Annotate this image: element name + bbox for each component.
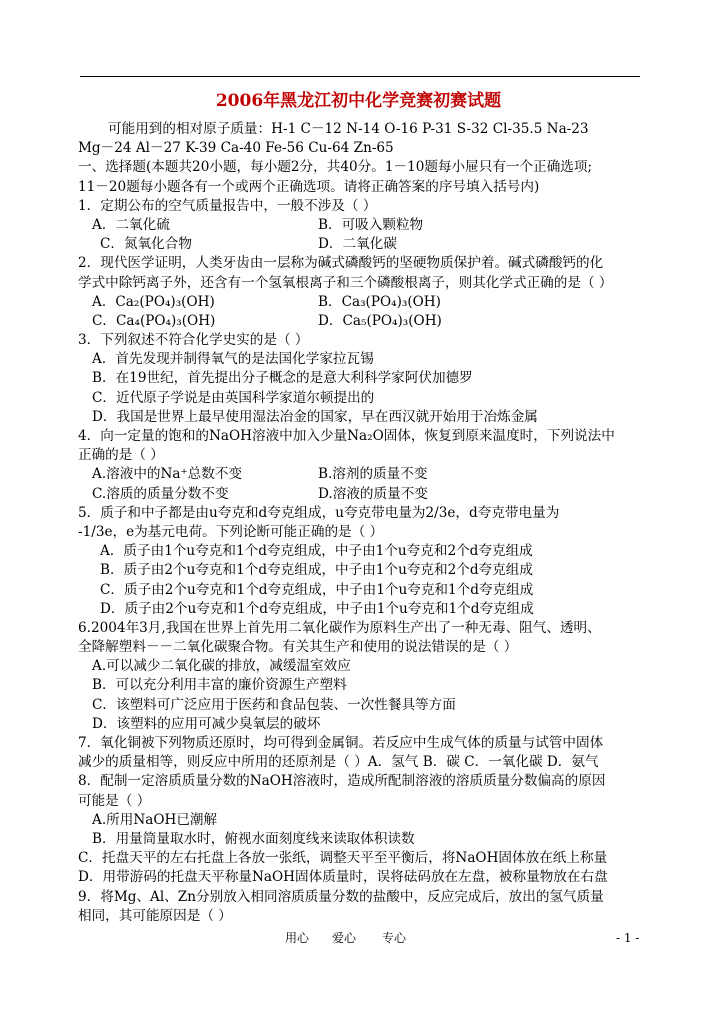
q2-stem-1: 2．现代医学证明，人类牙齿由一层称为碱式磷酸钙的坚硬物质保护着。碱式磷酸钙的化 <box>78 255 604 272</box>
q4-option-d: D.溶液的质量不变 <box>318 485 428 502</box>
q5-option-a: A．质子由1个u夸克和1个d夸克组成，中子由1个u夸克和2个d夸克组成 <box>100 543 533 560</box>
q6-option-c: C．该塑料可广泛应用于医药和食品包装、一次性餐具等方面 <box>92 696 456 713</box>
q1-options-cd <box>78 235 648 254</box>
q4-options-cd <box>78 485 648 504</box>
q9-stem-1: 9．将Mg、Al、Zn分别放入相同溶质质量分数的盐酸中，反应完成后，放出的氢气质量 <box>78 888 604 905</box>
q1-option-a: A．二氧化硫 <box>92 216 170 233</box>
q2-options-ab <box>78 293 648 312</box>
header-rule <box>80 76 640 77</box>
q7-stem-2: 减少的质量相等，则反应中所用的还原剂是（ ）A．氢气 B．碳 C．一氧化碳 D．氨气 <box>78 754 599 771</box>
q3-option-c: C．近代原子学说是由英国科学家道尔顿提出的 <box>92 389 375 406</box>
q8-stem-1: 8．配制一定溶质质量分数的NaOH溶液时，造成所配制溶液的溶质质量分数偏高的原因 <box>78 773 606 790</box>
q8-option-b: B．用量筒量取水时，俯视水面刻度线来读取体积读数 <box>92 830 415 847</box>
section-line-2: 11－20题每小题各有一个或两个正确选项。请将正确答案的序号填入括号内) <box>78 178 540 195</box>
q2-stem-2: 学式中除钙离子外，还含有一个氢氧根离子和三个磷酸根离子，则其化学式正确的是（ ） <box>78 274 613 291</box>
q4-option-b: B.溶剂的质量不变 <box>318 466 428 483</box>
q5-stem-2: -1/3e，e为基元电荷。下列论断可能正确的是（ ） <box>78 523 384 540</box>
q1-option-d: D．二氧化碳 <box>318 236 397 253</box>
q1-stem: 1．定期公布的空气质量报告中，一般不涉及（ ） <box>78 197 377 214</box>
q5-stem-1: 5．质子和中子都是由u夸克和d夸克组成，u夸克带电量为2/3e，d夸克带电量为 <box>78 504 560 521</box>
q5-option-c: C．质子由2个u夸克和1个d夸克组成，中子由1个u夸克和1个d夸克组成 <box>100 581 534 598</box>
q1-option-c: C．氮氧化合物 <box>100 236 192 253</box>
q3-option-b: B．在19世纪，首先提出分子概念的是意大利科学家阿伏加德罗 <box>92 370 473 387</box>
q6-option-b: B．可以充分利用丰富的廉价资源生产塑料 <box>92 677 347 694</box>
q6-stem-1: 6.2004年3月,我国在世界上首先用二氧化碳作为原料生产出了一种无毒、阻气、透明、 <box>78 619 601 636</box>
q2-option-a: A．Ca₂(PO₄)₃(OH) <box>92 293 215 310</box>
q6-stem-2: 全降解塑料－－二氧化碳聚合物。有关其生产和使用的说法错误的是（ ） <box>78 639 518 656</box>
page-footer <box>0 928 717 948</box>
q3-option-d: D．我国是世界上最早使用湿法冶金的国家，早在西汉就开始用于冶炼金属 <box>92 408 538 425</box>
q8-option-c: C．托盘天平的左右托盘上各放一张纸，调整天平至平衡后，将NaOH固体放在纸上称量 <box>78 850 608 867</box>
q2-option-b: B．Ca₃(PO₄)₃(OH) <box>318 293 441 310</box>
q5-option-b: B．质子由2个u夸克和1个d夸克组成，中子由1个u夸克和2个d夸克组成 <box>100 562 533 579</box>
q7-stem-1: 7．氧化铜被下列物质还原时，均可得到金属铜。若反应中生成气体的质量与试管中固体 <box>78 735 604 751</box>
q4-stem-1: 4．向一定量的饱和的NaOH溶液中加入少量Na₂O固体，恢复到原来温度时，下列说法中 <box>78 428 615 444</box>
page-title: 2006年黑龙江初中化学竞赛初赛试题 <box>215 91 502 111</box>
q2-options-cd <box>78 312 648 331</box>
q4-option-c: C.溶质的质量分数不变 <box>92 485 229 502</box>
intro-line-1: 可能用到的相对原子质量：H-1 C－12 N-14 O-16 P-31 S-32 Cl-35.5 Na-23 <box>108 121 589 137</box>
q8-option-a: A.所用NaOH已潮解 <box>92 811 218 828</box>
q1-options-ab <box>78 216 648 235</box>
q6-option-a: A.可以减少二氧化碳的排放，减缓温室效应 <box>92 658 351 675</box>
q5-option-d: D．质子由2个u夸克和1个d夸克组成，中子由1个u夸克和1个d夸克组成 <box>100 600 534 617</box>
q4-option-a: A.溶液中的Na⁺总数不变 <box>92 466 243 483</box>
q8-option-d: D．用带游码的托盘天平称量NaOH固体质量时，误将砝码放在左盘，被称量物放在右盘 <box>78 869 608 886</box>
q1-option-b: B．可吸入颗粒物 <box>318 216 424 233</box>
footer-motto-2: 爱心 <box>332 931 357 945</box>
section-line-1: 一、选择题(本题共20小题，每小题2分，共40分。1－10题每小屉只有一个正确选项; <box>78 159 593 176</box>
q4-options-ab <box>78 465 648 484</box>
q2-option-d: D．Ca₅(PO₄)₃(OH) <box>318 312 442 329</box>
q8-stem-2: 可能是（ ） <box>78 792 151 809</box>
page-number: - 1 - <box>616 931 640 945</box>
footer-motto-1: 用心 <box>285 931 310 945</box>
q9-stem-2: 相同，其可能原因是（ ） <box>78 907 232 924</box>
q3-option-a: A．首先发现并制得氧气的是法国化学家拉瓦锡 <box>92 351 374 368</box>
q6-option-d: D．该塑料的应用可减少臭氧层的破坏 <box>92 715 321 732</box>
q2-option-c: C．Ca₄(PO₄)₃(OH) <box>92 312 216 329</box>
intro-line-2: Mg－24 Al－27 K-39 Ca-40 Fe-56 Cu-64 Zn-65 <box>78 140 394 157</box>
exam-body <box>78 120 648 926</box>
q3-stem: 3．下列叙述不符合化学史实的是（ ） <box>78 332 309 349</box>
q4-stem-2: 正确的是（ ） <box>78 447 164 464</box>
footer-motto-3: 专心 <box>382 931 407 945</box>
